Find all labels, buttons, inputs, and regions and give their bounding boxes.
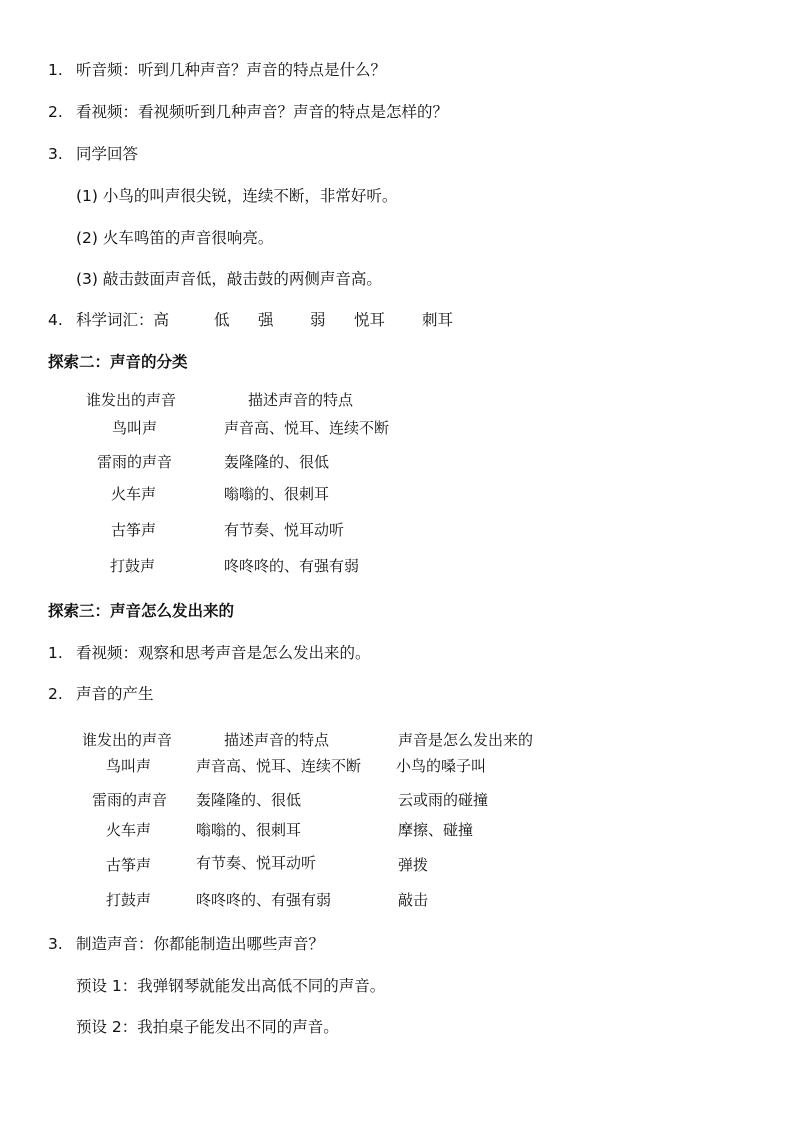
list-item xyxy=(48,934,324,954)
section-heading: 探索三：声音怎么发出来的 xyxy=(48,602,235,620)
table-header: 声音是怎么发出来的 xyxy=(398,731,534,749)
list-item xyxy=(48,102,448,122)
table-cell: 声音高、悦耳、连续不断 xyxy=(224,419,390,437)
list-item xyxy=(48,144,138,164)
vocab-word: 悦耳 xyxy=(354,311,386,329)
table-cell: 轰隆隆的、很低 xyxy=(224,453,330,471)
vocab-label: 科学词汇：高 xyxy=(76,311,170,329)
table-cell: 嗡嗡的、很刺耳 xyxy=(196,821,302,839)
vocab-word: 低 xyxy=(214,311,230,329)
table-cell: 声音高、悦耳、连续不断 xyxy=(196,757,362,775)
list-text: 制造声音：你都能制造出哪些声音？ xyxy=(76,935,325,953)
vocab-word: 弱 xyxy=(310,311,326,329)
table-cell: 小鸟的嗓子叫 xyxy=(396,757,487,775)
table-header: 谁发出的声音 xyxy=(86,391,177,409)
table-cell: 弹拨 xyxy=(398,856,429,874)
list-number: 2. xyxy=(48,685,63,703)
table-header: 描述声音的特点 xyxy=(248,391,354,409)
list-text: 看视频：观察和思考声音是怎么发出来的。 xyxy=(76,644,371,662)
answer-item: (2) 火车鸣笛的声音很响亮。 xyxy=(76,229,274,247)
list-item xyxy=(48,684,154,704)
vocab-word: 强 xyxy=(258,311,274,329)
list-number: 3. xyxy=(48,935,63,953)
table-cell: 嗡嗡的、很刺耳 xyxy=(224,485,330,503)
table-cell: 有节奏、悦耳动听 xyxy=(196,854,317,872)
table-cell: 咚咚咚的、有强有弱 xyxy=(224,557,360,575)
table-cell: 古筝声 xyxy=(106,856,152,874)
table-cell: 摩擦、碰撞 xyxy=(398,821,474,839)
list-text: 声音的产生 xyxy=(76,685,154,703)
table-cell: 雷雨的声音 xyxy=(97,453,173,471)
list-number: 1. xyxy=(48,644,63,662)
preset-item: 预设 1：我弹钢琴就能发出高低不同的声音。 xyxy=(76,977,386,995)
table-cell: 咚咚咚的、有强有弱 xyxy=(196,891,332,909)
table-cell: 雷雨的声音 xyxy=(92,791,168,809)
table-cell: 敲击 xyxy=(398,891,429,909)
table-cell: 轰隆隆的、很低 xyxy=(196,791,302,809)
table-header: 谁发出的声音 xyxy=(82,731,173,749)
answer-item: (1) 小鸟的叫声很尖锐，连续不断，非常好听。 xyxy=(76,187,398,205)
list-number: 1. xyxy=(48,61,63,79)
table-cell: 有节奏、悦耳动听 xyxy=(224,521,345,539)
table-cell: 古筝声 xyxy=(111,521,157,539)
list-number: 2. xyxy=(48,103,63,121)
table-cell: 火车声 xyxy=(106,821,152,839)
table-cell: 打鼓声 xyxy=(106,891,152,909)
table-cell: 鸟叫声 xyxy=(112,419,158,437)
table-header: 描述声音的特点 xyxy=(224,731,330,749)
list-number: 4. xyxy=(48,311,63,329)
list-number: 3. xyxy=(48,145,63,163)
section-heading: 探索二：声音的分类 xyxy=(48,353,188,371)
list-text: 同学回答 xyxy=(76,145,139,163)
list-item xyxy=(48,643,371,663)
list-text: 听音频：听到几种声音？声音的特点是什么？ xyxy=(76,61,387,79)
preset-item: 预设 2：我拍桌子能发出不同的声音。 xyxy=(76,1018,339,1036)
vocab-line xyxy=(48,310,169,330)
list-text: 看视频：看视频听到几种声音？声音的特点是怎样的？ xyxy=(76,103,449,121)
table-cell: 打鼓声 xyxy=(110,557,156,575)
list-item xyxy=(48,60,386,80)
table-cell: 火车声 xyxy=(111,485,157,503)
vocab-word: 刺耳 xyxy=(422,311,454,329)
table-cell: 云或雨的碰撞 xyxy=(398,791,489,809)
table-cell: 鸟叫声 xyxy=(106,757,152,775)
answer-item: (3) 敲击鼓面声音低，敲击鼓的两侧声音高。 xyxy=(76,270,382,288)
